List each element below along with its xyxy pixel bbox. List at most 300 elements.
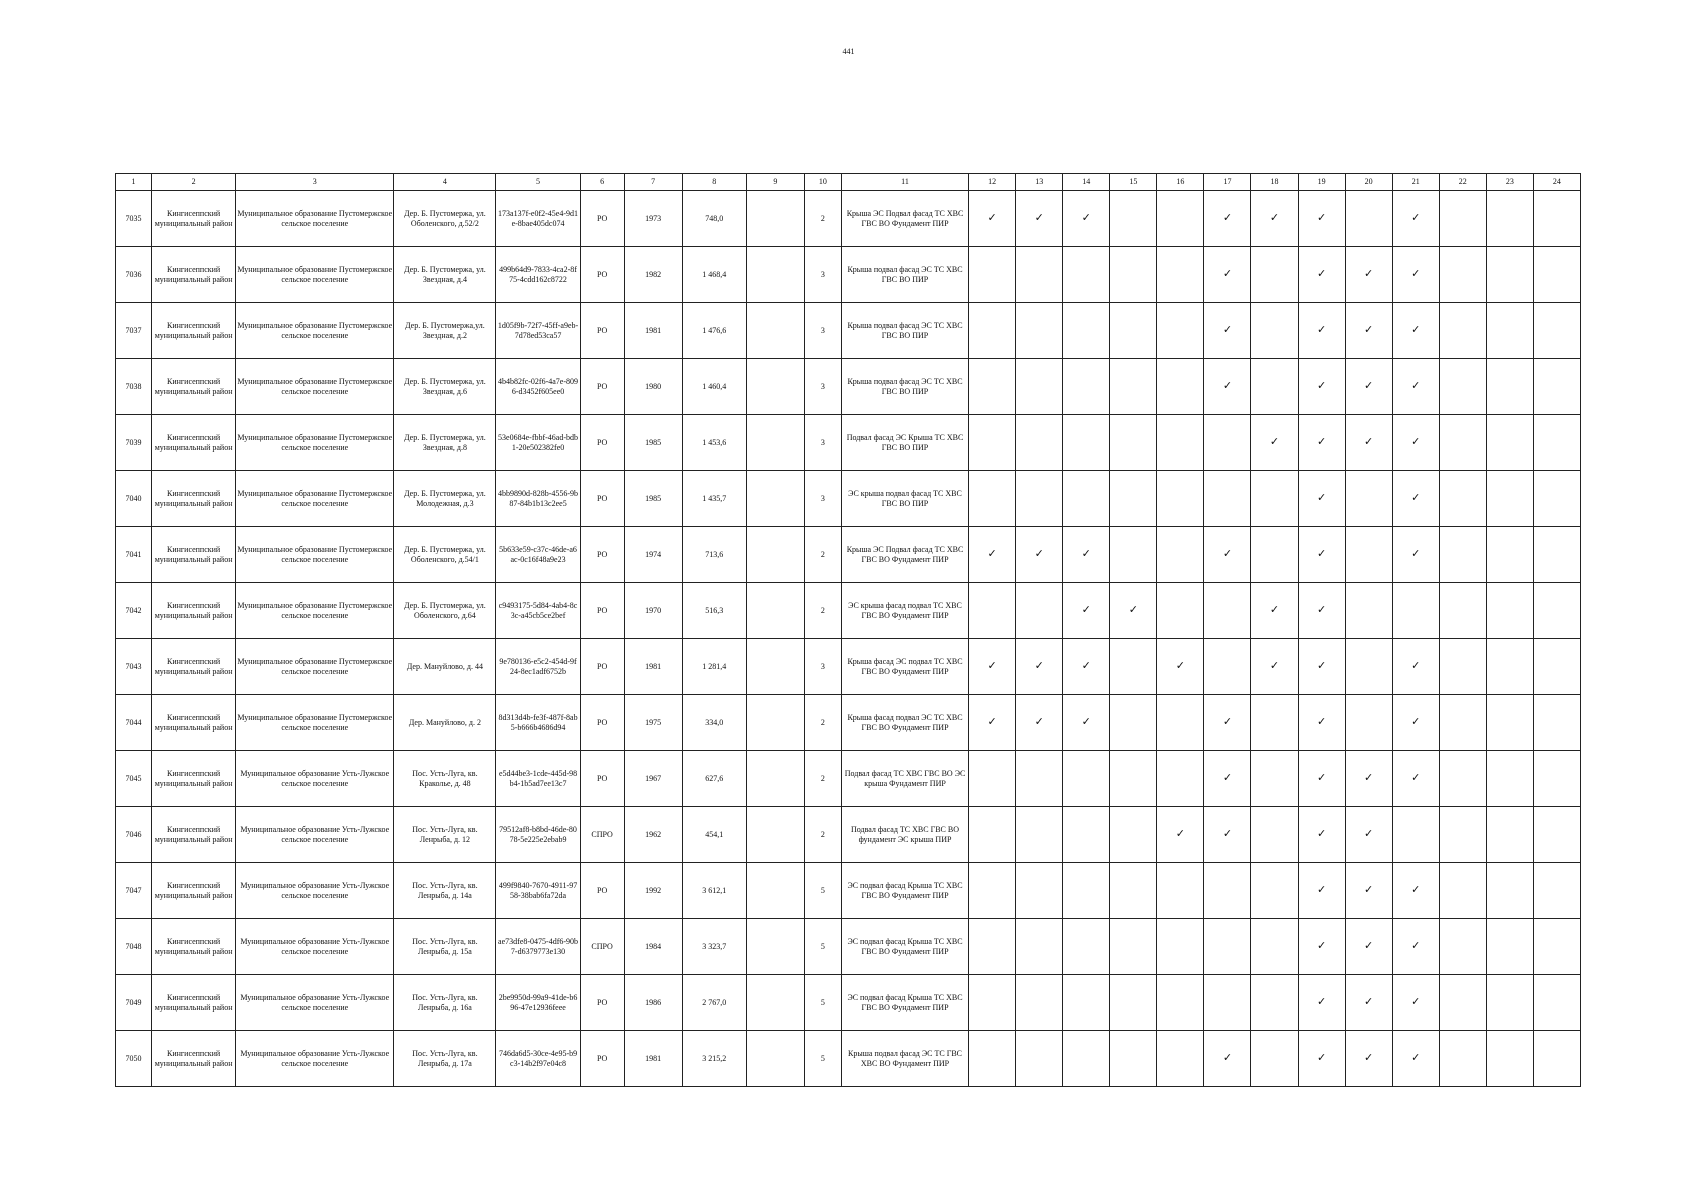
table-row: [116, 191, 1581, 247]
work-check-cell: [1486, 751, 1533, 807]
area-cell: 1 435,7: [682, 471, 746, 527]
checkmark-icon: ✓: [1081, 547, 1091, 561]
checkmark-icon: ✓: [987, 211, 997, 225]
work-check-cell: [1016, 639, 1063, 695]
work-check-cell: [1063, 751, 1110, 807]
table-row: [116, 471, 1581, 527]
work-check-cell: [1298, 471, 1345, 527]
column-9-cell: [746, 919, 804, 975]
house-type-cell: РО: [580, 471, 624, 527]
checkmark-icon: ✓: [1034, 715, 1044, 729]
column-number-cell: 13: [1016, 174, 1063, 191]
work-check-cell: [1016, 863, 1063, 919]
district-cell: Кингисеппский муниципальный район: [152, 919, 236, 975]
work-check-cell: [1298, 415, 1345, 471]
house-type-cell: РО: [580, 863, 624, 919]
column-9-cell: [746, 695, 804, 751]
work-check-cell: [1439, 303, 1486, 359]
work-check-cell: [1533, 807, 1580, 863]
address-cell: Пос. Усть-Луга, кв. Ленрыба, д. 14а: [394, 863, 496, 919]
checkmark-icon: ✓: [987, 547, 997, 561]
work-check-cell: [1533, 919, 1580, 975]
work-check-cell: [1345, 359, 1392, 415]
uuid-cell: ae73dfe8-0475-4df6-90b7-d6379773e130: [496, 919, 580, 975]
column-9-cell: [746, 527, 804, 583]
row-number-cell: 7049: [116, 975, 152, 1031]
work-check-cell: [1110, 583, 1157, 639]
row-number-cell: 7036: [116, 247, 152, 303]
row-number-cell: 7038: [116, 359, 152, 415]
checkmark-icon: ✓: [1316, 267, 1327, 281]
work-check-cell: [1533, 527, 1580, 583]
work-check-cell: [1486, 863, 1533, 919]
table-row: [116, 359, 1581, 415]
work-check-cell: [1204, 919, 1251, 975]
works-list-cell: Подвал фасад ЭС Крыша ТС ХВС ГВС ВО ПИР: [841, 415, 968, 471]
work-check-cell: [1392, 415, 1439, 471]
work-check-cell: [1016, 359, 1063, 415]
address-cell: Пос. Усть-Луга, кв. Ленрыба, д. 15а: [394, 919, 496, 975]
house-type-cell: РО: [580, 639, 624, 695]
work-check-cell: [1392, 863, 1439, 919]
column-number-cell: 21: [1392, 174, 1439, 191]
work-check-cell: [1298, 919, 1345, 975]
checkmark-icon: ✓: [1316, 491, 1327, 505]
house-type-cell: РО: [580, 751, 624, 807]
column-number-cell: 4: [394, 174, 496, 191]
checkmark-icon: ✓: [1316, 659, 1327, 673]
work-check-cell: [1533, 1031, 1580, 1087]
work-check-cell: [969, 303, 1016, 359]
work-check-cell: [969, 415, 1016, 471]
area-cell: 1 460,4: [682, 359, 746, 415]
district-cell: Кингисеппский муниципальный район: [152, 975, 236, 1031]
column-number-cell: 6: [580, 174, 624, 191]
municipality-cell: Муниципальное образование Усть-Лужское сельское поселение: [236, 919, 394, 975]
checkmark-icon: ✓: [1316, 603, 1327, 617]
checkmark-icon: ✓: [1128, 603, 1138, 617]
work-check-cell: [1016, 751, 1063, 807]
uuid-cell: 79512af8-b8bd-46de-8078-5e225e2ebab9: [496, 807, 580, 863]
work-check-cell: [1533, 415, 1580, 471]
checkmark-icon: ✓: [1411, 211, 1421, 225]
work-check-cell: [1016, 303, 1063, 359]
work-check-cell: [1298, 583, 1345, 639]
checkmark-icon: ✓: [1269, 659, 1280, 673]
area-cell: 334,0: [682, 695, 746, 751]
work-check-cell: [1439, 807, 1486, 863]
municipality-cell: Муниципальное образование Пустомержское сельское поселение: [236, 247, 394, 303]
checkmark-icon: ✓: [1411, 323, 1421, 337]
area-cell: 3 215,2: [682, 1031, 746, 1087]
district-cell: Кингисеппский муниципальный район: [152, 527, 236, 583]
column-9-cell: [746, 1031, 804, 1087]
floors-cell: 5: [804, 919, 841, 975]
district-cell: Кингисеппский муниципальный район: [152, 359, 236, 415]
work-check-cell: [1157, 359, 1204, 415]
address-cell: Пос. Усть-Луга, кв. Ленрыба, д. 17а: [394, 1031, 496, 1087]
area-cell: 1 453,6: [682, 415, 746, 471]
checkmark-icon: ✓: [1222, 211, 1233, 225]
work-check-cell: [1486, 583, 1533, 639]
table-row: [116, 639, 1581, 695]
checkmark-icon: ✓: [1081, 211, 1091, 225]
address-cell: Дер. Б. Пустомержа, ул. Молодежная, д.3: [394, 471, 496, 527]
year-built-cell: 1967: [624, 751, 682, 807]
checkmark-icon: ✓: [1411, 939, 1421, 953]
checkmark-icon: ✓: [1316, 547, 1327, 561]
column-number-cell: 2: [152, 174, 236, 191]
address-cell: Дер. Мануйлово, д. 2: [394, 695, 496, 751]
work-check-cell: [1486, 527, 1533, 583]
checkmark-icon: ✓: [1364, 771, 1374, 785]
work-check-cell: [1439, 751, 1486, 807]
work-check-cell: [1251, 751, 1298, 807]
work-check-cell: [1392, 247, 1439, 303]
work-check-cell: [1110, 863, 1157, 919]
checkmark-icon: ✓: [1411, 771, 1421, 785]
floors-cell: 5: [804, 975, 841, 1031]
column-number-cell: 19: [1298, 174, 1345, 191]
floors-cell: 3: [804, 359, 841, 415]
municipality-cell: Муниципальное образование Усть-Лужское сельское поселение: [236, 975, 394, 1031]
work-check-cell: [1016, 1031, 1063, 1087]
work-check-cell: [1251, 975, 1298, 1031]
area-cell: 454,1: [682, 807, 746, 863]
work-check-cell: [1486, 415, 1533, 471]
works-list-cell: ЭС подвал фасад Крыша ТС ХВС ГВС ВО Фундамент ПИР: [841, 919, 968, 975]
checkmark-icon: ✓: [1316, 379, 1327, 393]
row-number-cell: 7047: [116, 863, 152, 919]
checkmark-icon: ✓: [1411, 547, 1421, 561]
work-check-cell: [1439, 247, 1486, 303]
uuid-cell: 4b4b82fc-02f6-4a7e-8096-d3452f605ee0: [496, 359, 580, 415]
table-row: [116, 751, 1581, 807]
row-number-cell: 7041: [116, 527, 152, 583]
checkmark-icon: ✓: [1364, 883, 1374, 897]
checkmark-icon: ✓: [1222, 827, 1233, 841]
work-check-cell: [1251, 527, 1298, 583]
floors-cell: 3: [804, 303, 841, 359]
uuid-cell: 1d05f9b-72f7-45ff-a9eb-7d78ed53ca57: [496, 303, 580, 359]
checkmark-icon: ✓: [1081, 715, 1091, 729]
works-list-cell: Крыша фасад ЭС подвал ТС ХВС ГВС ВО Фундамент ПИР: [841, 639, 968, 695]
checkmark-icon: ✓: [1034, 211, 1044, 225]
row-number-cell: 7035: [116, 191, 152, 247]
uuid-cell: 4bb9890d-828b-4556-9b87-84b1b13c2ee5: [496, 471, 580, 527]
work-check-cell: [1392, 1031, 1439, 1087]
work-check-cell: [1063, 303, 1110, 359]
municipality-cell: Муниципальное образование Усть-Лужское сельское поселение: [236, 751, 394, 807]
work-check-cell: [1063, 247, 1110, 303]
work-check-cell: [1298, 751, 1345, 807]
year-built-cell: 1981: [624, 639, 682, 695]
municipality-cell: Муниципальное образование Пустомержское сельское поселение: [236, 527, 394, 583]
work-check-cell: [969, 191, 1016, 247]
work-check-cell: [1298, 1031, 1345, 1087]
work-check-cell: [1016, 527, 1063, 583]
work-check-cell: [1251, 191, 1298, 247]
work-check-cell: [1157, 247, 1204, 303]
municipality-cell: Муниципальное образование Пустомержское сельское поселение: [236, 191, 394, 247]
work-check-cell: [1486, 359, 1533, 415]
area-cell: 1 468,4: [682, 247, 746, 303]
table-row: [116, 1031, 1581, 1087]
work-check-cell: [1392, 359, 1439, 415]
column-number-cell: 22: [1439, 174, 1486, 191]
works-list-cell: ЭС крыша подвал фасад ТС ХВС ГВС ВО ПИР: [841, 471, 968, 527]
work-check-cell: [1251, 695, 1298, 751]
row-number-cell: 7037: [116, 303, 152, 359]
checkmark-icon: ✓: [1222, 715, 1233, 729]
address-cell: Дер. Б. Пустомержа, ул. Оболенского, д.52/2: [394, 191, 496, 247]
work-check-cell: [969, 863, 1016, 919]
work-check-cell: [1439, 695, 1486, 751]
column-number-cell: 3: [236, 174, 394, 191]
work-check-cell: [1298, 191, 1345, 247]
work-check-cell: [1063, 471, 1110, 527]
work-check-cell: [1157, 303, 1204, 359]
uuid-cell: 9e780136-e5c2-454d-9f24-8ec1adf6752b: [496, 639, 580, 695]
work-check-cell: [1298, 975, 1345, 1031]
work-check-cell: [1251, 303, 1298, 359]
work-check-cell: [1533, 471, 1580, 527]
district-cell: Кингисеппский муниципальный район: [152, 695, 236, 751]
work-check-cell: [1063, 863, 1110, 919]
floors-cell: 2: [804, 583, 841, 639]
work-check-cell: [1204, 639, 1251, 695]
checkmark-icon: ✓: [1316, 883, 1327, 897]
work-check-cell: [1298, 807, 1345, 863]
municipality-cell: Муниципальное образование Пустомержское сельское поселение: [236, 415, 394, 471]
work-check-cell: [1016, 807, 1063, 863]
table-row: [116, 583, 1581, 639]
table-row: [116, 695, 1581, 751]
checkmark-icon: ✓: [1316, 435, 1327, 449]
floors-cell: 3: [804, 471, 841, 527]
work-check-cell: [969, 247, 1016, 303]
work-check-cell: [1533, 639, 1580, 695]
checkmark-icon: ✓: [1411, 995, 1421, 1009]
checkmark-icon: ✓: [1034, 659, 1044, 673]
work-check-cell: [1533, 303, 1580, 359]
column-9-cell: [746, 471, 804, 527]
year-built-cell: 1986: [624, 975, 682, 1031]
column-number-cell: 23: [1486, 174, 1533, 191]
district-cell: Кингисеппский муниципальный район: [152, 191, 236, 247]
work-check-cell: [1298, 303, 1345, 359]
work-check-cell: [1110, 695, 1157, 751]
work-check-cell: [1345, 527, 1392, 583]
work-check-cell: [1157, 639, 1204, 695]
column-number-cell: 18: [1251, 174, 1298, 191]
year-built-cell: 1985: [624, 471, 682, 527]
municipality-cell: Муниципальное образование Пустомержское сельское поселение: [236, 695, 394, 751]
work-check-cell: [1392, 639, 1439, 695]
work-check-cell: [1063, 1031, 1110, 1087]
house-type-cell: РО: [580, 359, 624, 415]
work-check-cell: [1251, 583, 1298, 639]
checkmark-icon: ✓: [1316, 1051, 1327, 1065]
work-check-cell: [1157, 527, 1204, 583]
address-cell: Пос. Усть-Луга, кв. Ленрыба, д. 12: [394, 807, 496, 863]
work-check-cell: [969, 975, 1016, 1031]
municipality-cell: Муниципальное образование Усть-Лужское сельское поселение: [236, 863, 394, 919]
area-cell: 627,6: [682, 751, 746, 807]
work-check-cell: [1157, 751, 1204, 807]
works-list-cell: Крыша подвал фасад ЭС ТС ХВС ГВС ВО ПИР: [841, 303, 968, 359]
checkmark-icon: ✓: [1364, 939, 1374, 953]
work-check-cell: [1157, 191, 1204, 247]
work-check-cell: [1063, 415, 1110, 471]
work-check-cell: [1345, 919, 1392, 975]
checkmark-icon: ✓: [1316, 211, 1327, 225]
uuid-cell: 173a137f-e0f2-45e4-9d1e-8bae405dc074: [496, 191, 580, 247]
row-number-cell: 7045: [116, 751, 152, 807]
work-check-cell: [1392, 191, 1439, 247]
table-row: [116, 919, 1581, 975]
works-list-cell: Крыша подвал фасад ЭС ТС ХВС ГВС ВО ПИР: [841, 247, 968, 303]
house-type-cell: РО: [580, 527, 624, 583]
area-cell: 3 612,1: [682, 863, 746, 919]
work-check-cell: [1345, 695, 1392, 751]
district-cell: Кингисеппский муниципальный район: [152, 247, 236, 303]
checkmark-icon: ✓: [987, 659, 997, 673]
works-list-cell: Крыша фасад подвал ЭС ТС ХВС ГВС ВО Фундамент ПИР: [841, 695, 968, 751]
work-check-cell: [1533, 247, 1580, 303]
checkmark-icon: ✓: [1364, 323, 1374, 337]
area-cell: 2 767,0: [682, 975, 746, 1031]
column-9-cell: [746, 191, 804, 247]
work-check-cell: [1063, 359, 1110, 415]
floors-cell: 3: [804, 639, 841, 695]
table-row: [116, 415, 1581, 471]
work-check-cell: [1345, 863, 1392, 919]
municipality-cell: Муниципальное образование Пустомержское сельское поселение: [236, 471, 394, 527]
checkmark-icon: ✓: [1411, 715, 1421, 729]
work-check-cell: [1204, 863, 1251, 919]
table-row: [116, 303, 1581, 359]
floors-cell: 5: [804, 863, 841, 919]
works-list-cell: Крыша подвал фасад ЭС ТС ХВС ГВС ВО ПИР: [841, 359, 968, 415]
work-check-cell: [1016, 583, 1063, 639]
checkmark-icon: ✓: [1081, 659, 1091, 673]
floors-cell: 2: [804, 527, 841, 583]
year-built-cell: 1962: [624, 807, 682, 863]
house-type-cell: СПРО: [580, 919, 624, 975]
checkmark-icon: ✓: [1411, 883, 1421, 897]
work-check-cell: [1157, 975, 1204, 1031]
work-check-cell: [1345, 191, 1392, 247]
year-built-cell: 1973: [624, 191, 682, 247]
checkmark-icon: ✓: [1411, 1051, 1421, 1065]
work-check-cell: [1439, 527, 1486, 583]
checkmark-icon: ✓: [1222, 547, 1233, 561]
checkmark-icon: ✓: [1411, 379, 1421, 393]
column-number-cell: 7: [624, 174, 682, 191]
work-check-cell: [1016, 247, 1063, 303]
row-number-cell: 7046: [116, 807, 152, 863]
work-check-cell: [1392, 303, 1439, 359]
district-cell: Кингисеппский муниципальный район: [152, 751, 236, 807]
area-cell: 3 323,7: [682, 919, 746, 975]
table-row: [116, 975, 1581, 1031]
work-check-cell: [1204, 1031, 1251, 1087]
column-number-cell: 1: [116, 174, 152, 191]
work-check-cell: [1533, 583, 1580, 639]
work-check-cell: [1439, 191, 1486, 247]
work-check-cell: [1345, 247, 1392, 303]
work-check-cell: [1439, 471, 1486, 527]
year-built-cell: 1975: [624, 695, 682, 751]
row-number-cell: 7044: [116, 695, 152, 751]
works-list-cell: Крыша подвал фасад ЭС ТС ГВС ХВС ВО Фундамент ПИР: [841, 1031, 968, 1087]
work-check-cell: [1063, 975, 1110, 1031]
checkmark-icon: ✓: [1222, 267, 1233, 281]
work-check-cell: [1110, 303, 1157, 359]
work-check-cell: [1533, 695, 1580, 751]
work-check-cell: [1110, 191, 1157, 247]
floors-cell: 2: [804, 191, 841, 247]
work-check-cell: [1110, 639, 1157, 695]
work-check-cell: [1110, 807, 1157, 863]
work-check-cell: [1204, 247, 1251, 303]
area-cell: 1 476,6: [682, 303, 746, 359]
checkmark-icon: ✓: [1269, 211, 1280, 225]
year-built-cell: 1981: [624, 1031, 682, 1087]
floors-cell: 3: [804, 415, 841, 471]
works-list-cell: Подвал фасад ТС ХВС ГВС ВО ЭС крыша Фундамент ПИР: [841, 751, 968, 807]
address-cell: Пос. Усть-Луга, кв. Ленрыба, д. 16а: [394, 975, 496, 1031]
work-check-cell: [1157, 415, 1204, 471]
checkmark-icon: ✓: [1364, 379, 1374, 393]
uuid-cell: c9493175-5d84-4ab4-8c3c-a45cb5ce2bef: [496, 583, 580, 639]
row-number-cell: 7048: [116, 919, 152, 975]
work-check-cell: [1063, 583, 1110, 639]
work-check-cell: [1298, 863, 1345, 919]
checkmark-icon: ✓: [1175, 659, 1185, 673]
work-check-cell: [1157, 807, 1204, 863]
work-check-cell: [1298, 527, 1345, 583]
checkmark-icon: ✓: [1222, 379, 1233, 393]
floors-cell: 2: [804, 695, 841, 751]
work-check-cell: [1298, 359, 1345, 415]
work-check-cell: [1063, 919, 1110, 975]
work-check-cell: [1439, 975, 1486, 1031]
district-cell: Кингисеппский муниципальный район: [152, 807, 236, 863]
table-row: [116, 527, 1581, 583]
floors-cell: 3: [804, 247, 841, 303]
work-check-cell: [1110, 751, 1157, 807]
work-check-cell: [1204, 751, 1251, 807]
column-number-cell: 5: [496, 174, 580, 191]
work-check-cell: [1063, 639, 1110, 695]
area-cell: 748,0: [682, 191, 746, 247]
year-built-cell: 1974: [624, 527, 682, 583]
house-type-cell: РО: [580, 975, 624, 1031]
work-check-cell: [1204, 975, 1251, 1031]
uuid-cell: 499f9840-7670-4911-9758-38bab6fa72da: [496, 863, 580, 919]
column-9-cell: [746, 975, 804, 1031]
floors-cell: 5: [804, 1031, 841, 1087]
year-built-cell: 1982: [624, 247, 682, 303]
address-cell: Дер. Б. Пустомержа,ул. Звездная, д.2: [394, 303, 496, 359]
work-check-cell: [1063, 807, 1110, 863]
district-cell: Кингисеппский муниципальный район: [152, 639, 236, 695]
row-number-cell: 7042: [116, 583, 152, 639]
column-9-cell: [746, 359, 804, 415]
work-check-cell: [969, 471, 1016, 527]
